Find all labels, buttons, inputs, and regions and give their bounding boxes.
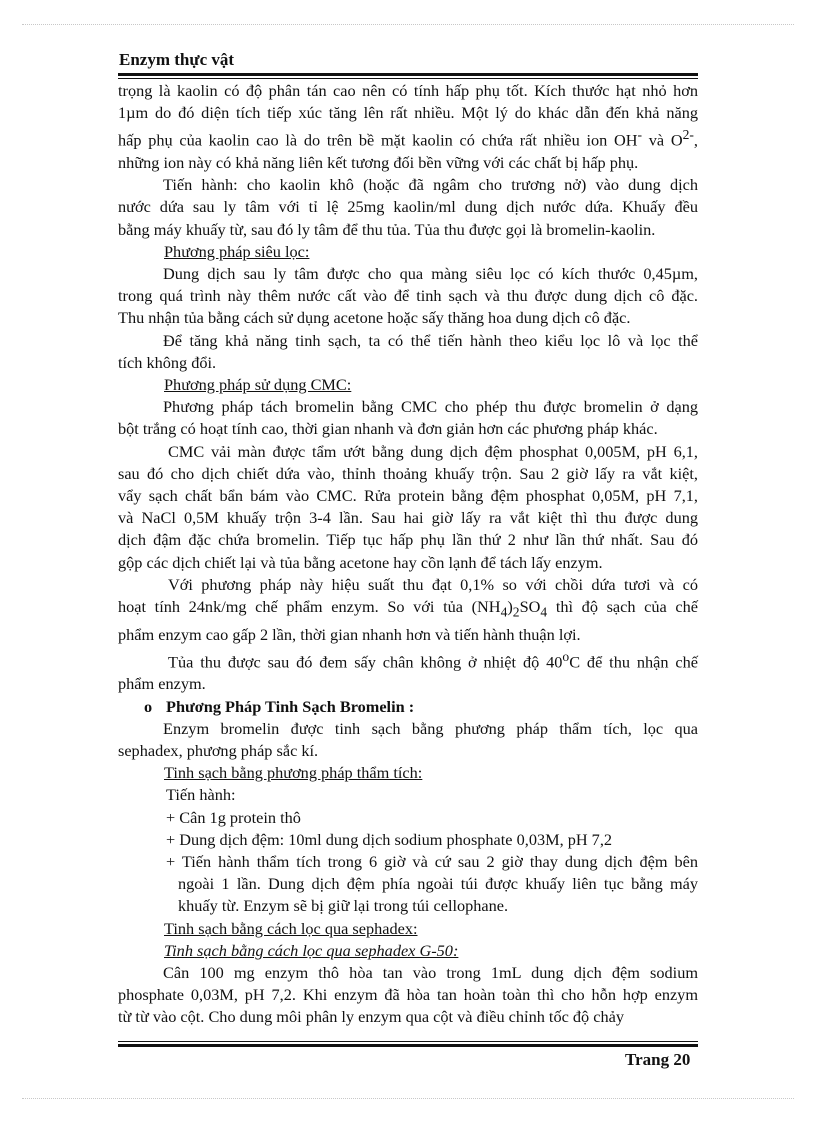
subsection-heading: Tinh sạch bằng cách lọc qua sephadex G-50: [164, 940, 459, 960]
text-line: Phương pháp tách bromelin bằng CMC cho phép thu được bromelin ở dạng [163, 397, 698, 417]
text-line: ngoài 1 lần. Dung dịch đệm phía ngoài túi được khuấy liên tục bằng máy [178, 874, 698, 894]
text-line: tích không đổi. [118, 352, 217, 372]
text-line: trong quá trình này thêm nước cất vào để tinh sạch và thu được dung dịch cô đặc. [118, 286, 698, 306]
circle-bullet-icon: o [144, 696, 153, 716]
text-line: phosphate 0,03M, pH 7,2. Khi enzym đã hòa tan hoàn toàn thì cho hỗn hợp enzym [118, 985, 698, 1005]
section-heading: Tinh sạch bằng cách lọc qua sephadex: [164, 918, 418, 938]
header-rule-thick [118, 73, 698, 76]
text-line: Enzym bromelin được tinh sạch bằng phương pháp thẩm tích, lọc qua [163, 718, 698, 738]
text-line: trọng là kaolin có độ phân tán cao nên có tính hấp phụ tốt. Kích thước hạt nhỏ hơn [118, 81, 698, 100]
page-number: Trang 20 [625, 1050, 691, 1069]
page-body [118, 80, 698, 1029]
text-line: sau đó cho dịch chiết dứa vào, thỉnh thoảng khuấy trộn. Sau 2 giờ lấy ra vắt kiệt, [118, 463, 698, 483]
text-line: phẩm enzym. [118, 674, 206, 694]
text-line: + Tiến hành thẩm tích trong 6 giờ và cứ sau 2 giờ thay dung dịch đệm bên [166, 852, 698, 871]
text-line: vẩy sạch chất bẩn bám vào CMC. Rửa protein bằng đệm phosphat 0,05M, pH 7,1, [118, 486, 698, 506]
section-heading: Tinh sạch bằng phương pháp thẩm tích: [164, 763, 423, 783]
text-line: khuấy từ. Enzym sẽ bị giữ lại trong túi cellophane. [178, 896, 509, 916]
section-heading: Phương pháp sử dụng CMC: [164, 375, 352, 395]
list-item: + Dung dịch đệm: 10ml dung dịch sodium phosphate 0,03M, pH 7,2 [166, 829, 613, 849]
text-line: 1µm do đó diện tích tiếp xúc tăng lên rất nhiều. Một lý do khác dẫn đến khả năng [118, 103, 698, 123]
text-line: Dung dịch sau ly tâm được cho qua màng siêu lọc có kích thước 0,45µm, [163, 264, 698, 284]
footer-rule-thin [118, 1041, 698, 1042]
text-line: hoạt tính 24nk/mg chế phẩm enzym. So với tủa $(NH_4)_2SO_4$ thì độ sạch của chế [118, 597, 698, 620]
list-item [118, 851, 698, 918]
text-line: Để tăng khả năng tinh sạch, ta có thể tiến hành theo kiểu lọc lô và lọc thể [163, 330, 698, 350]
text-line: và NaCl 0,5M khuấy trộn 3-4 lần. Sau hai giờ lấy ra vắt kiệt thì thu được dung [118, 508, 698, 528]
text-line: bột trắng có hoạt tính cao, thời gian nhanh và đơn giản hơn các phương pháp khác. [118, 419, 658, 439]
text-line: hấp phụ của kaolin cao là do trên bề mặt kaolin có chứa rất nhiều ion OH- và $O^{2-}$, [118, 127, 698, 150]
text-line: những ion này có khả năng liên kết tương đối bền vững với các chất bị hấp phụ. [118, 153, 639, 173]
text-line: Tiến hành: [166, 785, 236, 805]
section-heading: Phương pháp siêu lọc: [164, 241, 310, 261]
footer-rule-thick [118, 1044, 698, 1047]
header-rule-thin [118, 78, 698, 79]
text-line: sephadex, phương pháp sắc kí. [118, 740, 319, 760]
text-line: dịch đậm đặc chứa bromelin. Tiếp tục hấp phụ lần thứ 2 như lần thứ nhất. Sau đó [118, 530, 698, 550]
text-line: Tủa thu được sau đó đem sấy chân không ở nhiệt độ 40$^o$C để thu nhận chế [168, 648, 698, 672]
list-item: + Cân 1g protein thô [166, 807, 301, 827]
text-line: bằng máy khuấy từ, sau đó ly tâm để thu tủa. Tủa thu được gọi là bromelin-kaolin. [118, 219, 656, 239]
text-line: CMC vải màn được tẩm ướt bằng dung dịch đệm phosphat 0,005M, pH 6,1, [168, 441, 698, 461]
top-dotted-border [22, 24, 794, 25]
bullet-heading: o Phương Pháp Tinh Sạch Bromelin : [118, 696, 698, 718]
text-line: Thu nhận tủa bằng cách sử dụng acetone hoặc sấy thăng hoa dung dịch cô đặc. [118, 308, 631, 328]
text-line: từ từ vào cột. Cho dung môi phân ly enzym qua cột và điều chỉnh tốc độ chảy [118, 1007, 624, 1027]
text-line: phẩm enzym cao gấp 2 lần, thời gian nhanh hơn và tiến hành thuận lợi. [118, 624, 581, 644]
text-line: Với phương pháp này hiệu suất thu đạt 0,1% so với chồi dứa tươi và có [168, 574, 698, 594]
text-line: nước dứa sau ly tâm với tỉ lệ 25mg kaolin/ml dung dịch nước dứa. Khuấy đều [118, 197, 698, 217]
text-line: Tiến hành: cho kaolin khô (hoặc đã ngâm cho trương nở) vào dung dịch [163, 175, 698, 195]
text-line: Cân 100 mg enzym thô hòa tan vào trong 1mL dung dịch đệm sodium [163, 963, 698, 983]
text-line: gộp các dịch chiết lại và tủa bằng acetone hay cồn lạnh để tách lấy enzym. [118, 552, 603, 572]
bottom-dotted-border [22, 1098, 794, 1099]
header-title: Enzym thực vật [119, 50, 235, 69]
